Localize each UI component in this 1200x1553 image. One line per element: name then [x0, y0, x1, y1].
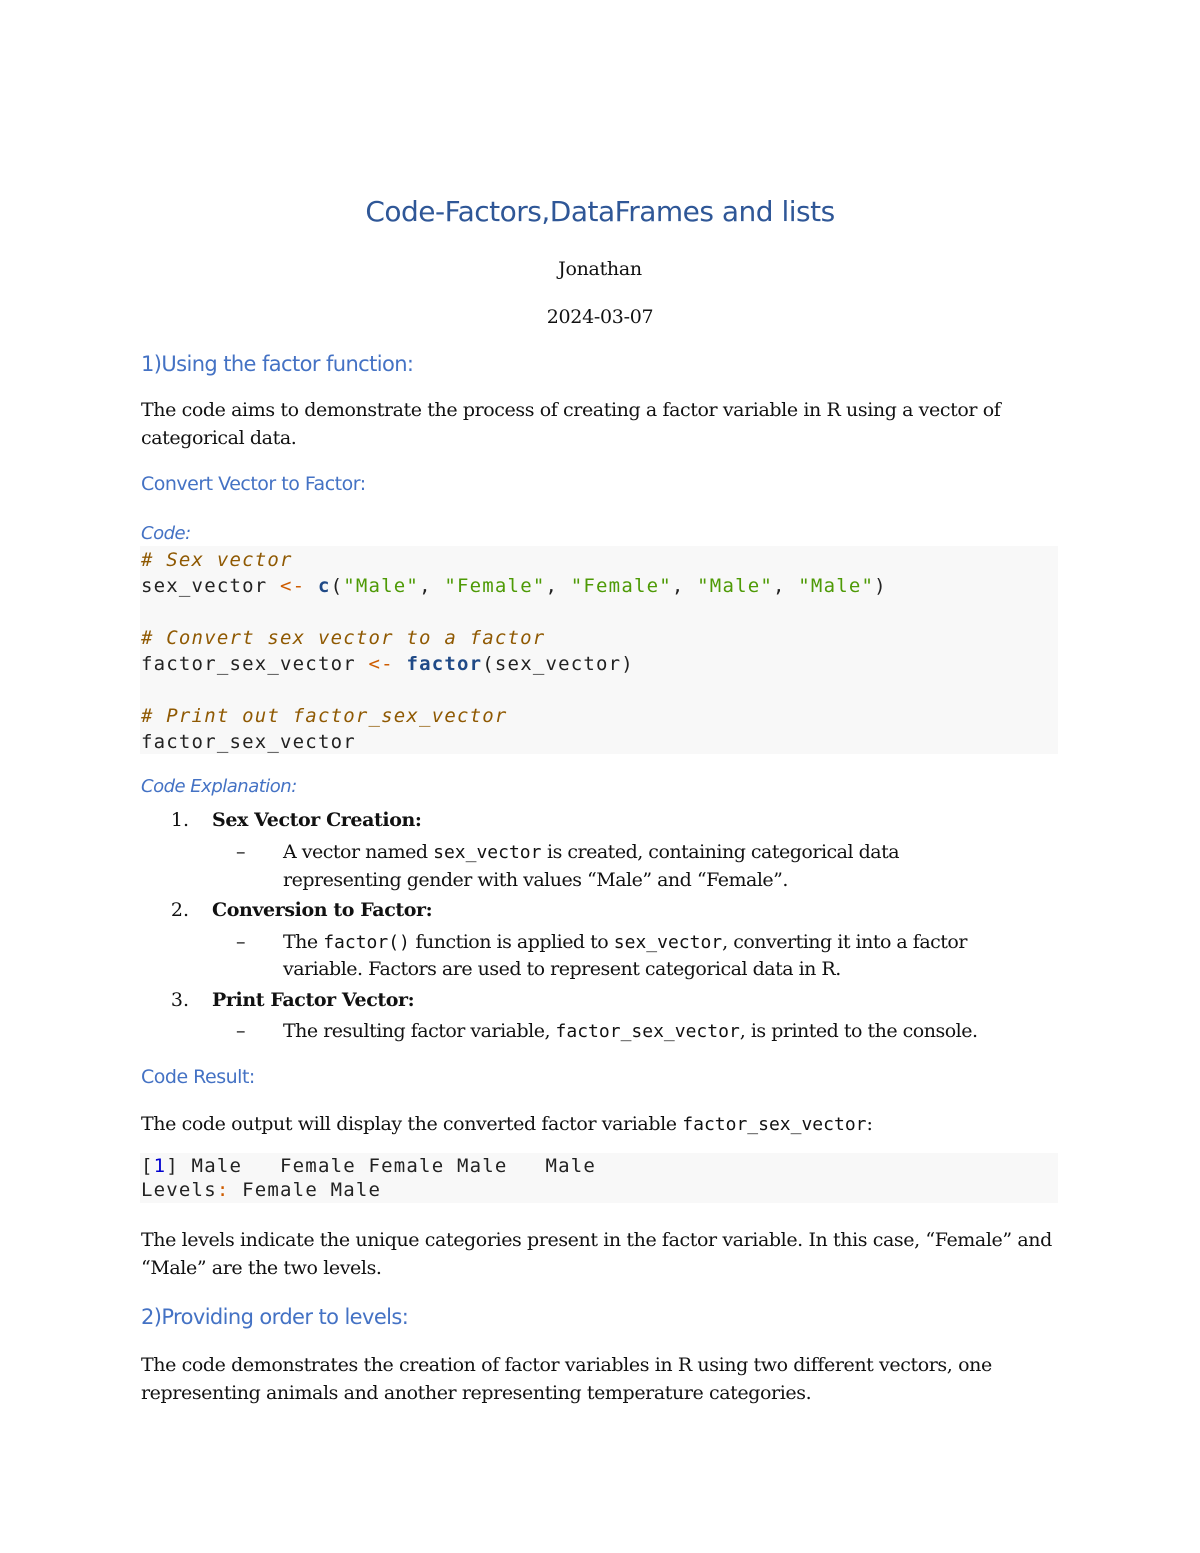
document-title: Code-Factors,DataFrames and lists — [365, 195, 835, 228]
list-item-text: A vector named sex_vector is created, containing categorical data — [283, 841, 900, 863]
section-2-intro: The code demonstrates the creation of factor variables in R using two different vectors, one representing animals and another representing temperature categories. — [141, 1354, 992, 1404]
list-number: 1. — [170, 809, 189, 831]
list-number: 3. — [170, 989, 189, 1011]
list-bullet: – — [236, 1020, 246, 1042]
convert-vector-heading: Convert Vector to Factor: — [141, 473, 366, 495]
code-result-heading: Code Result: — [141, 1066, 255, 1088]
section-2-heading: 2)Providing order to levels: — [141, 1305, 409, 1329]
list-item-title: Print Factor Vector: — [212, 989, 415, 1011]
code-comment: # Sex vector — [141, 549, 293, 571]
code-line-factor: factor_sex_vector <- factor(sex_vector) — [141, 653, 634, 675]
list-item-text: variable. Factors are used to represent categorical data in R. — [283, 958, 841, 980]
code-block — [140, 546, 1058, 754]
list-item-title: Sex Vector Creation: — [212, 809, 422, 831]
code-result-intro: The code output will display the converted factor variable factor_sex_vector: — [141, 1113, 873, 1135]
output-line: [1] Male Female Female Male Male — [141, 1155, 597, 1177]
document-author: Jonathan — [558, 258, 642, 280]
output-block — [140, 1153, 1058, 1203]
list-item-text: The resulting factor variable, factor_sex_vector, is printed to the console. — [283, 1020, 978, 1042]
code-line-sex-vector: sex_vector <- c("Male", "Female", "Female", "Male", "Male") — [141, 575, 887, 597]
section-1-heading: 1)Using the factor function: — [141, 352, 414, 376]
code-explanation-label: Code Explanation: — [141, 776, 297, 797]
list-bullet: – — [236, 931, 246, 953]
list-item-title: Conversion to Factor: — [212, 899, 433, 921]
code-comment: # Convert sex vector to a factor — [141, 627, 546, 649]
code-label: Code: — [141, 523, 191, 544]
section-1-intro: The code aims to demonstrate the process of creating a factor variable in R using a vector of categorical data. — [141, 399, 1001, 449]
list-item-text: representing gender with values “Male” and “Female”. — [283, 869, 788, 891]
code-line-print: factor_sex_vector — [141, 731, 356, 753]
output-line: Levels: Female Male — [141, 1179, 382, 1201]
levels-note: The levels indicate the unique categories present in the factor variable. In this case, “Female” and “Male” are the two levels. — [141, 1229, 1052, 1279]
list-item-text: The factor() function is applied to sex_vector, converting it into a factor — [283, 931, 967, 953]
list-bullet: – — [236, 841, 246, 863]
code-comment: # Print out factor_sex_vector — [141, 705, 508, 727]
document-date: 2024-03-07 — [546, 306, 654, 328]
list-number: 2. — [170, 899, 189, 921]
